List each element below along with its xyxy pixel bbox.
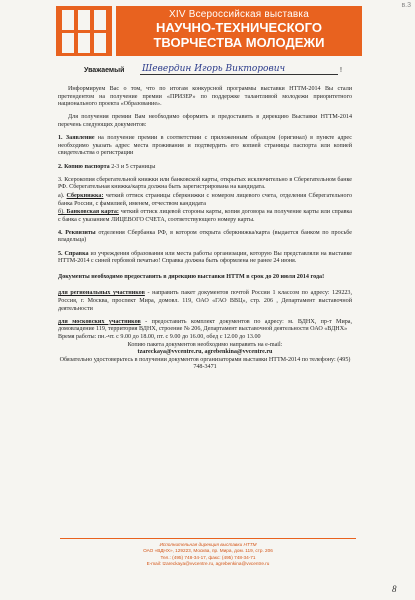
moscow-text: - предоставить комплект документов по адресу: м. ВДНХ, пр-т Мира, домовладение 119, территория ВДНХ, строение № 206, Департамент выставочной деятельности ОАО «ВДНХ» — [58, 318, 353, 333]
moscow-instructions — [58, 319, 352, 334]
item-3a-label: Сберкнижка: — [66, 192, 104, 199]
item-5 — [58, 251, 352, 266]
regional-instructions — [58, 290, 352, 313]
greeting-end: ! — [340, 67, 342, 74]
nttm-logo — [56, 6, 112, 56]
email-addresses: tzarеckaya@vvcentre.ru, agrebenkina@vvcentre.ru — [137, 349, 273, 356]
item-5-text: из учреждения образования или места работы организации, которую Вы представляли на выставке НТТМ-2014 с синей гербовой печатью! Справка должна быть оформлена не ранее 24 июня. — [58, 250, 352, 265]
logo-cell — [78, 33, 90, 53]
logo-cell — [94, 33, 106, 53]
item-3a-text: четкий оттиск страницы сберкнижки с номером лицевого счета, отделения Сберегательного банка России, с фамилией, именем, отчеством кандидата — [58, 192, 352, 207]
logo-cell — [62, 33, 74, 53]
item-2-label: 2. Копию паспорта — [58, 163, 110, 170]
item-3b-label: Банковская карта: — [66, 209, 119, 216]
item-1-text: на получение премии в соответствии с приложенным образцом (оригинал) в пункте адрес необходимо указать адрес места проживания и подтвердить его копией страницы паспорта или копией свидетельства о регистрации — [58, 135, 352, 157]
footer-email: E-mail: tzareckaya@vvcentre.ru, agrebenkina@vvcentre.ru — [146, 560, 270, 566]
regional-label: для региональных участников — [58, 290, 145, 297]
item-4-label: 4. Реквизиты — [58, 229, 96, 236]
header-banner — [116, 6, 362, 56]
deadline-notice: Документы необходимо предоставить в дирекцию выставки НТТМ в срок до 20 июля 2014 года! — [58, 273, 325, 280]
letter-body — [58, 86, 352, 378]
email-lead: Копию пакета документов необходимо направить на e-mail: — [127, 341, 283, 348]
item-3a — [58, 193, 352, 208]
item-3a-prefix: а). — [58, 192, 67, 199]
item-3b-text: четкий оттиск лицевой стороны карты, копия договора на получение карты или справка с банка с указанием ЛИЦЕВОГО СЧЕТА, соответствующего номеру карты. — [58, 209, 353, 223]
greeting-underline — [140, 74, 338, 75]
item-2-text: 2-3 и 5 страницы — [109, 163, 156, 170]
item-1-label: 1. Заявление — [58, 135, 95, 142]
logo-cell — [62, 10, 74, 30]
item-5-label: 5. Справка — [58, 250, 89, 257]
logo-cell — [94, 10, 106, 30]
footer-contacts — [96, 542, 320, 567]
item-2 — [58, 164, 352, 172]
page-mark: 8 — [392, 584, 397, 594]
handwritten-name: Шевердин Игорь Викторович — [142, 64, 286, 74]
item-4-text: отделения Сбербанка РФ, в котором открыта сберкнижка/карта (выдается банком по просьбе владельца) — [58, 229, 352, 244]
footer-rule — [60, 538, 356, 539]
lead-paragraph: Для получения премии Вам необходимо оформить и предоставить в дирекцию Выставки НТТМ-2014 перечень следующих документов: — [58, 114, 352, 128]
item-3b-prefix: б). — [58, 209, 67, 216]
header-line-3: ТВОРЧЕСТВА МОЛОДЕЖИ — [153, 35, 325, 50]
item-1 — [58, 135, 352, 158]
moscow-label: для московских участников — [58, 318, 141, 325]
footer-phone: Тел.: (495) 748-34-17, факс: (495) 748-34-71 — [160, 554, 256, 560]
greeting-label: Уважаемый — [84, 67, 125, 74]
regional-text: - направить пакет документов почтой России 1 классом по адресу: 129223, Россия, г. Москва, проспект Мира, домовл. 119, ОАО «ГАО ВВЦ», стр. 206 , Департамент выставочной деятельности — [58, 290, 352, 312]
footer-title: Исполнительная дирекция выставки НТТМ — [159, 542, 257, 547]
footer-address: ОАО «ВДНХ», 129223, Москва, пр. Мира, дом. 119, стр. 206 — [143, 548, 273, 554]
header-line-2: НАУЧНО-ТЕХНИЧЕСКОГО — [156, 20, 322, 35]
working-hours: Время работы: пн.-чт. с 9.00 до 18.00, пт. с 9.00 до 16.00, обед с 12.00 до 13.00 — [58, 334, 261, 340]
confirm-note: Обязательно удостоверьтесь в получении документов организаторами выставки НТТМ-2014 по телефону: (495) 748-3471 — [59, 356, 351, 371]
item-3b — [58, 209, 352, 224]
item-3: 3. Ксерокопия сберегательной книжки или банковской карты, открытых исключительно в Сберегательном банке РФ. Сберегательная книжка/карта должна быть зарегистрирована на кандидата. — [58, 176, 352, 191]
corner-note: в.3 — [401, 2, 411, 9]
item-4 — [58, 230, 352, 245]
header-line-1: XIV Всероссийская выставка — [169, 9, 309, 20]
intro-paragraph: Информируем Вас о том, что по итогам конкурсной программы выставки НТТМ-2014 Вы стали претендентом на получение премии «ПРИЗЕР» по поддержке талантливой молодежи приоритетного национального проекта «Образование». — [58, 86, 352, 108]
logo-cell — [78, 10, 90, 30]
